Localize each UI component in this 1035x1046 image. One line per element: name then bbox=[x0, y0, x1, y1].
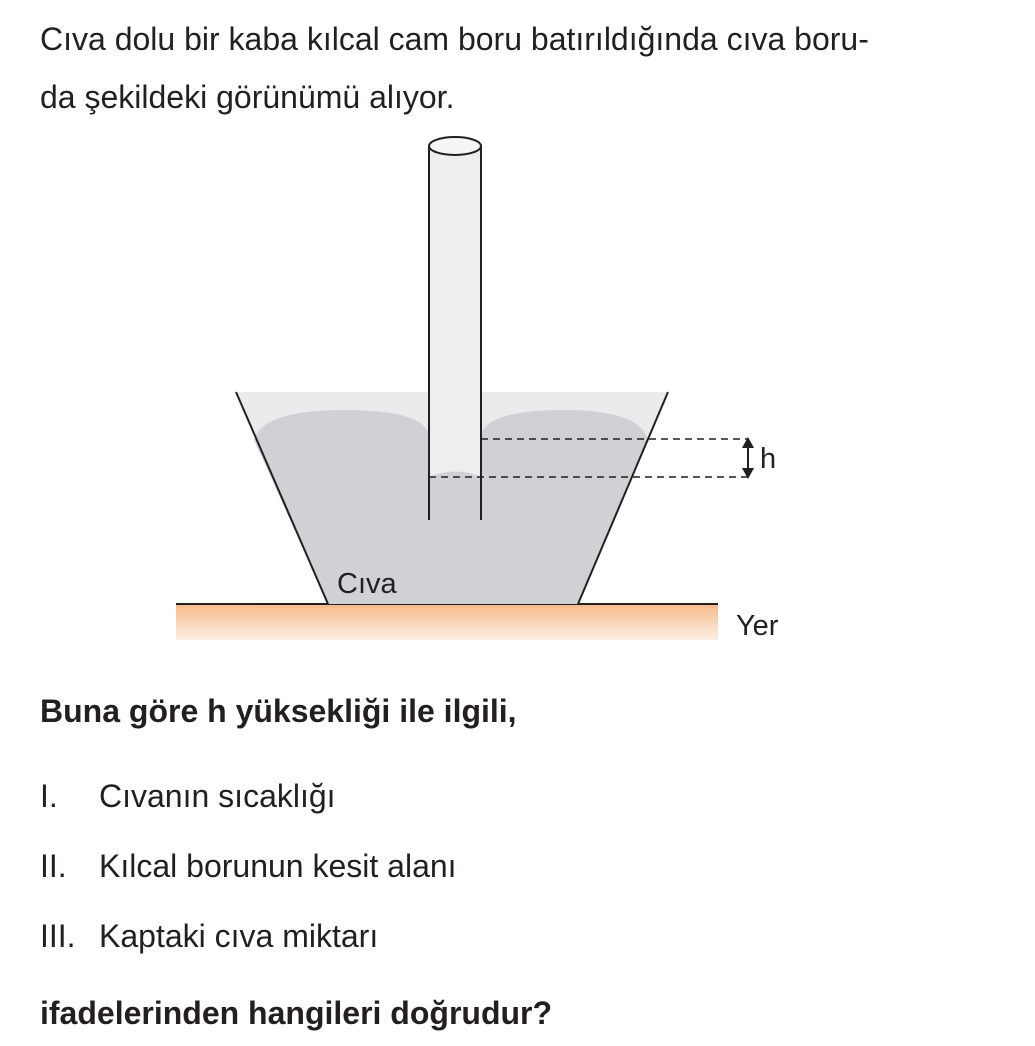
statement-1-text: Cıvanın sıcaklığı bbox=[99, 778, 336, 814]
ground-label: Yer bbox=[736, 610, 779, 642]
intro-line-2: da şekildeki görünümü alıyor. bbox=[40, 79, 455, 115]
statement-2-text: Kılcal borunun kesit alanı bbox=[99, 848, 457, 884]
height-arrow-head-up bbox=[742, 437, 754, 448]
statement-2 bbox=[40, 848, 457, 885]
question-stem: Buna göre h yüksekliği ile ilgili, bbox=[40, 693, 517, 729]
statement-1-number: I. bbox=[40, 778, 58, 814]
mercury-label: Cıva bbox=[337, 568, 397, 600]
mercury-in-tube bbox=[429, 472, 481, 521]
statement-2-number: II. bbox=[40, 848, 67, 884]
statement-1 bbox=[40, 778, 336, 815]
tube-top-opening bbox=[429, 137, 481, 155]
statement-3-text: Kaptaki cıva miktarı bbox=[99, 918, 379, 954]
statement-3 bbox=[40, 918, 378, 955]
capillary-tube-glass bbox=[429, 146, 481, 520]
statement-3-number: III. bbox=[40, 918, 76, 954]
height-label: h bbox=[760, 443, 777, 475]
ground-strip bbox=[176, 604, 718, 640]
closing-question: ifadelerinden hangileri doğrudur? bbox=[40, 995, 553, 1031]
intro-line-1: Cıva dolu bir kaba kılcal cam boru batırıldığında cıva boru- bbox=[40, 21, 869, 57]
